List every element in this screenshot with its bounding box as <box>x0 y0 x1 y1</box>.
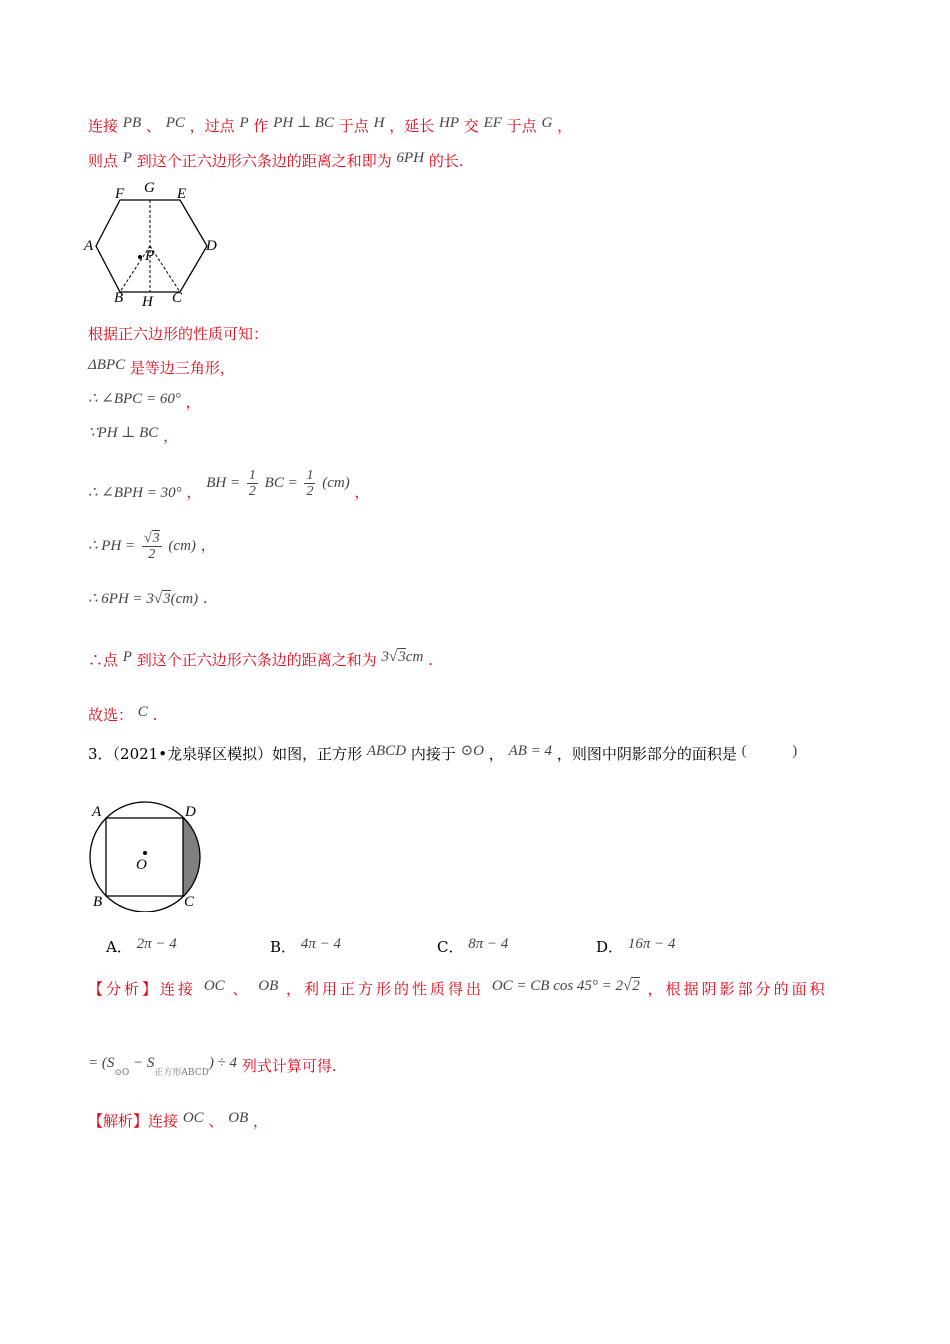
choice-value: 8π − 4 <box>468 936 509 952</box>
denominator: 2 <box>148 546 156 562</box>
analysis-tag: 【分析】 <box>88 980 161 998</box>
math-divide-4: ) ÷ 4 <box>208 1055 238 1071</box>
text: 则点 <box>88 152 119 170</box>
solution-tag: 【解析】 <box>88 1112 149 1130</box>
fraction-half <box>304 468 315 499</box>
solution-line-5 <box>88 392 201 413</box>
choice-value: 2π − 4 <box>136 936 177 952</box>
math-PC: PC <box>165 115 185 131</box>
subscript-square: 正方形ABCD <box>154 1068 209 1078</box>
shaded-segment <box>183 818 210 896</box>
text: 、 <box>145 117 161 135</box>
text: ， <box>253 1112 269 1130</box>
math-BC: BC = <box>264 475 298 491</box>
radicand: 3 <box>152 530 160 546</box>
math-BH: BH = <box>206 475 241 491</box>
math-minus-S: − S <box>129 1055 155 1071</box>
text: 交 <box>463 117 479 135</box>
text: 于点 <box>338 117 369 135</box>
text: ， <box>557 117 573 135</box>
text: 到这个正六边形六条边的距离之和即为 <box>136 152 392 170</box>
text: . <box>202 589 208 607</box>
choice-label: A． <box>106 938 132 956</box>
math-PB: PB <box>122 115 142 131</box>
hexagon-shape <box>96 200 207 292</box>
math-angle-BPC: ∴ ∠BPC = 60° <box>88 391 181 407</box>
text: ， <box>185 393 201 411</box>
label-D: D <box>185 804 196 820</box>
text: 的长. <box>428 152 464 170</box>
math-C: C <box>137 704 148 720</box>
circle-square-figure <box>86 796 210 912</box>
radicand: 2 <box>632 978 640 994</box>
solution-line-6 <box>88 426 178 447</box>
text: ， <box>186 483 202 501</box>
center-point-O <box>143 851 147 855</box>
math-coefficient: 3 <box>381 649 390 665</box>
text: ， <box>200 536 216 554</box>
text: ，过点 <box>189 117 235 135</box>
question-3 <box>88 744 797 765</box>
line-PC <box>150 246 180 292</box>
label-C: C <box>172 290 183 306</box>
text: ， <box>163 427 179 445</box>
text: . <box>428 651 433 669</box>
text: ， <box>488 745 504 763</box>
math-BH-expression <box>206 462 350 503</box>
text: 、 <box>232 980 251 998</box>
text: 连接 <box>88 117 119 135</box>
hexagon-figure <box>82 176 232 312</box>
choice-c[interactable] <box>437 936 508 957</box>
math-P: P <box>122 649 132 665</box>
label-H: H <box>142 294 153 310</box>
choice-d[interactable] <box>596 936 675 957</box>
text: 内接于 <box>410 745 456 763</box>
text: ∴点 <box>88 651 119 669</box>
radicand: 3 <box>163 591 171 607</box>
text: 根据正六边形的性质可知： <box>88 325 269 343</box>
choice-b[interactable] <box>270 936 341 957</box>
choice-label: D． <box>596 938 624 956</box>
text: ，则图中阴影部分的面积是 <box>556 745 737 763</box>
label-B: B <box>114 290 124 306</box>
math-PH-perp-BC: PH ⊥ BC <box>273 115 334 131</box>
point-P <box>138 255 142 259</box>
numerator: 1 <box>248 467 256 483</box>
subscript-circle-O: ⊙O <box>114 1068 130 1078</box>
solution-line-4 <box>88 358 235 379</box>
math-P: P <box>122 150 132 166</box>
math-triangle-BPC: ΔBPC <box>88 357 126 373</box>
math-area-expression: = (S <box>88 1055 115 1071</box>
text: 于点 <box>506 117 537 135</box>
answer-paren-close: ) <box>792 743 798 759</box>
label-A: A <box>84 238 94 254</box>
choice-label: B． <box>270 938 297 956</box>
math-PH-perp-BC: ∵PH ⊥ BC <box>88 425 159 441</box>
math-AB-equals-4: AB = 4 <box>508 743 553 759</box>
numerator: 1 <box>306 467 314 483</box>
label-D: D <box>206 238 217 254</box>
analysis-line-2 <box>88 1056 337 1079</box>
math-unit-cm: cm <box>405 649 424 665</box>
answer-paren-open: ( <box>741 743 747 759</box>
text: 、 <box>208 1112 224 1130</box>
solution-line-2 <box>88 151 464 172</box>
text: 是等边三角形， <box>129 359 235 377</box>
math-H: H <box>373 115 385 131</box>
solution-line-3 <box>88 324 268 344</box>
text: 故选： <box>88 706 134 724</box>
math-unit-cm: (cm) <box>168 538 196 554</box>
math-OB: OB <box>228 1110 249 1126</box>
math-OC-expression: OC = CB cos 45° = 2 <box>491 978 624 994</box>
denominator: 2 <box>248 483 256 499</box>
math-6PH: 6PH <box>396 150 425 166</box>
text: ， <box>354 483 370 501</box>
label-O: O <box>136 857 147 873</box>
denominator: 2 <box>306 483 314 499</box>
solution-answer <box>88 705 157 726</box>
math-unit-cm: (cm) <box>170 591 199 607</box>
text: ，根据阴影部分的面积 <box>647 980 828 998</box>
math-circle-O: ⊙O <box>460 743 485 759</box>
text: ，延长 <box>389 117 435 135</box>
label-P: P <box>145 248 155 264</box>
text: . <box>152 706 158 724</box>
math-PH: ∴ PH = <box>88 538 136 554</box>
text: 连接 <box>148 1112 179 1130</box>
solution-line-9 <box>88 588 208 609</box>
label-C: C <box>184 894 195 910</box>
numerator: √3 <box>143 530 160 546</box>
solution-line-7 <box>88 467 370 513</box>
solution-line-10 <box>88 650 433 671</box>
choice-a[interactable] <box>106 936 177 957</box>
solution-header <box>88 1111 268 1132</box>
math-angle-BPH: ∴ ∠BPH = 30° <box>88 485 182 501</box>
text: 连接 <box>160 980 197 998</box>
fraction-half <box>247 468 258 499</box>
sqrt-sign: √ <box>153 591 163 607</box>
text: ，利用正方形的性质得出 <box>286 980 485 998</box>
label-F: F <box>115 186 125 202</box>
analysis-line-1 <box>88 979 828 1000</box>
math-6PH: ∴ 6PH = 3 <box>88 591 154 607</box>
text: 列式计算可得. <box>241 1057 337 1075</box>
math-OC: OC <box>203 978 225 994</box>
text: 作 <box>253 117 269 135</box>
question-text: 3．（2021•龙泉驿区模拟）如图，正方形 <box>88 745 363 763</box>
math-OC: OC <box>182 1110 204 1126</box>
label-G: G <box>144 180 155 196</box>
radicand: 3 <box>398 649 406 665</box>
choice-value: 4π − 4 <box>300 936 341 952</box>
solution-line-1 <box>88 116 572 137</box>
math-P: P <box>239 115 249 131</box>
text: 到这个正六边形六条边的距离之和为 <box>136 651 377 669</box>
fraction-sqrt3-over-2 <box>142 531 162 562</box>
label-B: B <box>93 894 103 910</box>
math-ABCD: ABCD <box>366 743 407 759</box>
math-unit-cm: (cm) <box>322 475 350 491</box>
label-A: A <box>92 804 102 820</box>
sqrt-sign: √ <box>389 649 398 665</box>
choice-label: C． <box>437 938 464 956</box>
sqrt-sign: √ <box>623 978 632 994</box>
math-EF: EF <box>483 115 502 131</box>
label-E: E <box>177 186 187 202</box>
choice-value: 16π − 4 <box>627 936 676 952</box>
math-OB: OB <box>258 978 279 994</box>
math-G: G <box>541 115 553 131</box>
solution-line-8 <box>88 525 216 566</box>
math-HP: HP <box>438 115 459 131</box>
